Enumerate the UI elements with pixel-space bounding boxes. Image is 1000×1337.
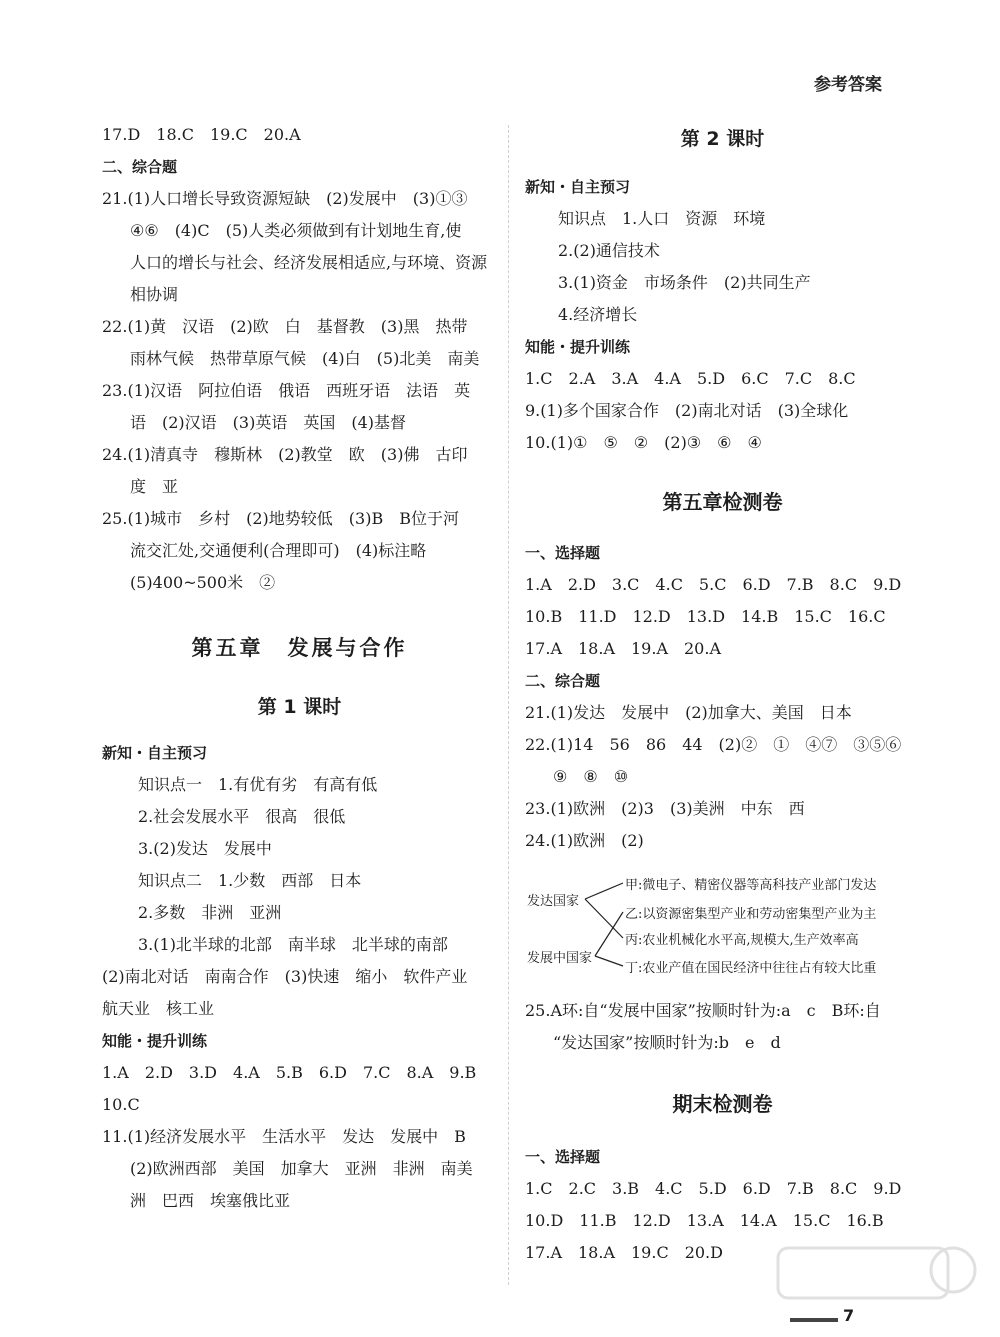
answer-line: 1.C 2.C 3.B 4.C 5.D 6.D 7.B 8.C 9.D	[525, 1179, 902, 1198]
section-title: 第五章检测卷	[662, 490, 783, 514]
answer-line: 4.经济增长	[558, 305, 638, 324]
section-heading: 知能・提升训练	[102, 1032, 208, 1050]
answer-line: 21.(1)人口增长导致资源短缺 (2)发展中 (3)①③	[102, 189, 468, 208]
page-number: 7	[843, 1306, 855, 1325]
section-heading: 一、选择题	[525, 1148, 601, 1166]
developed-countries-label: 发达国家	[527, 894, 580, 909]
answer-line: 23.(1)汉语 阿拉伯语 俄语 西班牙语 法语 英	[102, 381, 471, 400]
answer-line: 人口的增长与社会、经济发展相适应,与环境、资源	[130, 253, 488, 272]
section-heading: 一、选择题	[525, 544, 601, 562]
section-title: 期末检测卷	[672, 1092, 773, 1116]
section-title: 第 1 课时	[257, 696, 342, 718]
answer-line: 1.C 2.A 3.A 4.A 5.D 6.C 7.C 8.C	[525, 369, 856, 388]
answer-line: 21.(1)发达 发展中 (2)加拿大、美国 日本	[525, 703, 852, 722]
answer-line: 知识点 1.人口 资源 环境	[558, 209, 766, 228]
section-heading: 二、综合题	[525, 672, 601, 690]
country-matching-diagram	[525, 872, 920, 976]
answer-line: 9.(1)多个国家合作 (2)南北对话 (3)全球化	[525, 401, 849, 420]
watermark-logo	[758, 1240, 978, 1337]
line-developed-jia	[585, 883, 623, 899]
answer-line: 17.A 18.A 19.A 20.A	[525, 639, 722, 658]
answer-line: 洲 巴西 埃塞俄比亚	[130, 1191, 291, 1210]
section-heading: 新知・自主预习	[525, 178, 631, 196]
developing-countries-label: 发展中国家	[527, 951, 593, 966]
answer-line: “发达国家”按顺时针为:b e d	[553, 1033, 781, 1052]
section-heading: 新知・自主预习	[102, 744, 208, 762]
answer-line: 1.A 2.D 3.D 4.A 5.B 6.D 7.C 8.A 9.B	[102, 1063, 477, 1082]
answer-line: 语 (2)汉语 (3)英语 英国 (4)基督	[130, 413, 406, 432]
footer-bar	[790, 1318, 838, 1322]
section-heading: 二、综合题	[102, 158, 178, 176]
answer-line: 22.(1)黄 汉语 (2)欧 白 基督教 (3)黑 热带	[102, 317, 468, 336]
answer-line: 航天业 核工业	[102, 999, 215, 1018]
section-title: 第 2 课时	[680, 128, 765, 150]
answer-line: 10.D 11.B 12.D 13.A 14.A 15.C 16.B	[525, 1211, 884, 1230]
column-divider	[508, 125, 509, 1285]
header-title: 参考答案	[814, 75, 882, 95]
answer-line: (2)欧洲西部 美国 加拿大 亚洲 非洲 南美	[130, 1159, 473, 1178]
answer-line: 25.A环:自“发展中国家”按顺时针为:a c B环:自	[525, 1001, 881, 1020]
answer-line: 25.(1)城市 乡村 (2)地势较低 (3)B B位于河	[102, 509, 459, 528]
answer-line: 24.(1)欧洲 (2)	[525, 831, 644, 850]
answer-line: 度 亚	[130, 477, 179, 496]
answer-line: 10.B 11.D 12.D 13.D 14.B 15.C 16.C	[525, 607, 886, 626]
answer-line: 17.A 18.A 19.C 20.D	[525, 1243, 723, 1262]
answer-line: 3.(1)资金 市场条件 (2)共同生产	[558, 273, 811, 292]
section-title: 第五章 发展与合作	[191, 635, 408, 660]
answer-line: ④⑥ (4)C (5)人类必须做到有计划地生育,使	[130, 221, 462, 240]
answer-line: 3.(1)北半球的北部 南半球 北半球的南部	[138, 935, 448, 954]
line-developing-ding	[595, 956, 623, 966]
answer-line: 24.(1)清真寺 穆斯林 (2)教堂 欧 (3)佛 古印	[102, 445, 468, 464]
line-developed-bing	[585, 899, 623, 938]
statement-jia: 甲:微电子、精密仪器等高科技产业部门发达	[625, 878, 877, 893]
answer-line: 17.D 18.C 19.C 20.A	[102, 125, 301, 144]
answer-line: 流交汇处,交通便利(合理即可) (4)标注略	[130, 541, 427, 560]
answer-line: 雨林气候 热带草原气候 (4)白 (5)北美 南美	[130, 349, 480, 368]
answer-line: 2.多数 非洲 亚洲	[138, 903, 282, 922]
answer-line: 知识点一 1.有优有劣 有高有低	[138, 775, 378, 794]
answer-line: 2.社会发展水平 很高 很低	[138, 807, 346, 826]
answer-line: 23.(1)欧洲 (2)3 (3)美洲 中东 西	[525, 799, 805, 818]
answer-line: 3.(2)发达 发展中	[138, 839, 272, 858]
answer-line: 11.(1)经济发展水平 生活水平 发达 发展中 B	[102, 1127, 466, 1146]
answer-line: 1.A 2.D 3.C 4.C 5.C 6.D 7.B 8.C 9.D	[525, 575, 902, 594]
answer-line: (2)南北对话 南南合作 (3)快速 缩小 软件产业	[102, 967, 468, 986]
answer-line: 22.(1)14 56 86 44 (2)② ① ④⑦ ③⑤⑥	[525, 735, 902, 754]
answer-line: (5)400~500米 ②	[130, 573, 276, 592]
answer-line: 2.(2)通信技术	[558, 241, 660, 260]
answer-line: 知识点二 1.少数 西部 日本	[138, 871, 362, 890]
answer-line: 10.(1)① ⑤ ② (2)③ ⑥ ④	[525, 433, 762, 452]
answer-line: ⑨ ⑧ ⑩	[553, 767, 629, 786]
statement-yi: 乙:以资源密集型产业和劳动密集型产业为主	[625, 907, 877, 922]
answer-line: 10.C	[102, 1095, 140, 1114]
statement-bing: 丙:农业机械化水平高,规模大,生产效率高	[625, 933, 859, 948]
section-heading: 知能・提升训练	[525, 338, 631, 356]
answer-line: 相协调	[130, 285, 179, 304]
statement-ding: 丁:农业产值在国民经济中往往占有较大比重	[625, 961, 877, 976]
